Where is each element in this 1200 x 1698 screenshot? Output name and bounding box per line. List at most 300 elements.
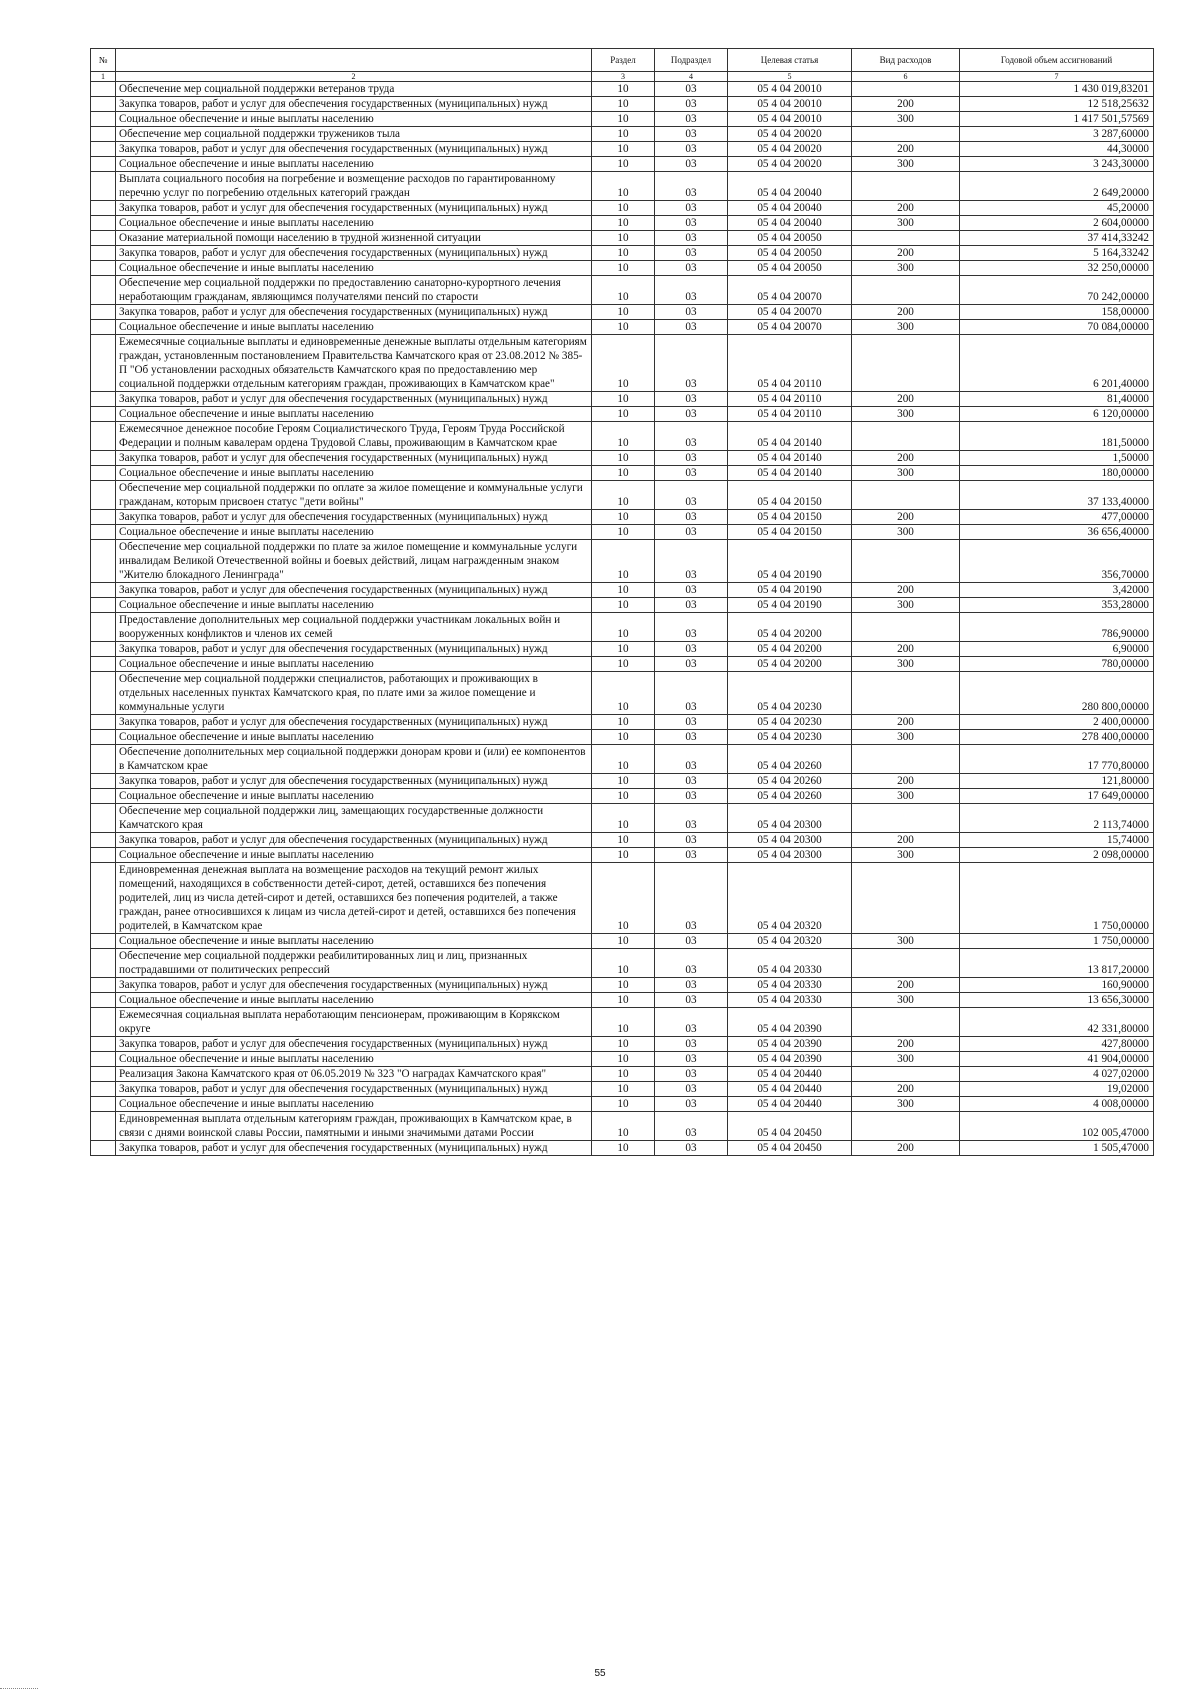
row-celevaya-statya: 05 4 04 20450	[728, 1141, 852, 1156]
row-name: Предоставление дополнительных мер социальной поддержки участникам локальных войн и вооруженных конфликтов и членов их семей	[116, 613, 592, 642]
row-podrazdel: 03	[655, 949, 728, 978]
column-index: 2	[116, 72, 592, 82]
row-podrazdel: 03	[655, 789, 728, 804]
row-celevaya-statya: 05 4 04 20140	[728, 451, 852, 466]
row-vid-rashodov: 200	[852, 305, 960, 320]
column-index: 4	[655, 72, 728, 82]
row-vid-rashodov: 300	[852, 1052, 960, 1067]
row-razdel: 10	[592, 1067, 655, 1082]
row-celevaya-statya: 05 4 04 20140	[728, 466, 852, 481]
row-podrazdel: 03	[655, 451, 728, 466]
row-razdel: 10	[592, 231, 655, 246]
row-vid-rashodov	[852, 540, 960, 583]
table-row	[91, 993, 1154, 1008]
table-row	[91, 392, 1154, 407]
row-num	[91, 804, 116, 833]
row-vid-rashodov	[852, 804, 960, 833]
row-godovoy-obem: 2 400,00000	[960, 715, 1154, 730]
row-razdel: 10	[592, 172, 655, 201]
table-row	[91, 598, 1154, 613]
row-name: Закупка товаров, работ и услуг для обеспечения государственных (муниципальных) нужд	[116, 510, 592, 525]
table-row	[91, 82, 1154, 97]
row-podrazdel: 03	[655, 863, 728, 934]
row-num	[91, 231, 116, 246]
row-razdel: 10	[592, 978, 655, 993]
row-podrazdel: 03	[655, 231, 728, 246]
row-name: Обеспечение мер социальной поддержки реабилитированных лиц и лиц, признанных пострадавшими от политических репрессий	[116, 949, 592, 978]
row-podrazdel: 03	[655, 1008, 728, 1037]
row-podrazdel: 03	[655, 157, 728, 172]
row-name: Закупка товаров, работ и услуг для обеспечения государственных (муниципальных) нужд	[116, 583, 592, 598]
row-num	[91, 672, 116, 715]
row-num	[91, 1052, 116, 1067]
row-vid-rashodov	[852, 745, 960, 774]
table-row	[91, 216, 1154, 231]
column-index: 1	[91, 72, 116, 82]
table-row	[91, 97, 1154, 112]
row-num	[91, 848, 116, 863]
row-godovoy-obem: 37 414,33242	[960, 231, 1154, 246]
row-num	[91, 201, 116, 216]
row-vid-rashodov: 300	[852, 407, 960, 422]
row-godovoy-obem: 2 098,00000	[960, 848, 1154, 863]
row-name: Закупка товаров, работ и услуг для обеспечения государственных (муниципальных) нужд	[116, 451, 592, 466]
row-podrazdel: 03	[655, 510, 728, 525]
row-celevaya-statya: 05 4 04 20440	[728, 1082, 852, 1097]
row-godovoy-obem: 32 250,00000	[960, 261, 1154, 276]
row-godovoy-obem: 1 750,00000	[960, 863, 1154, 934]
table-row	[91, 1097, 1154, 1112]
table-row	[91, 715, 1154, 730]
row-vid-rashodov: 200	[852, 715, 960, 730]
row-celevaya-statya: 05 4 04 20200	[728, 613, 852, 642]
table-row	[91, 848, 1154, 863]
column-index: 3	[592, 72, 655, 82]
row-celevaya-statya: 05 4 04 20200	[728, 642, 852, 657]
row-name: Обеспечение мер социальной поддержки по плате за жилое помещение и коммунальные услуги инвалидам Великой Отечественной войны и боевых действий, лицам награжденным знаком "Жителю блокадного Ленинграда"	[116, 540, 592, 583]
table-row	[91, 1037, 1154, 1052]
row-godovoy-obem: 5 164,33242	[960, 246, 1154, 261]
row-razdel: 10	[592, 142, 655, 157]
row-celevaya-statya: 05 4 04 20330	[728, 993, 852, 1008]
row-vid-rashodov: 300	[852, 1097, 960, 1112]
row-name: Закупка товаров, работ и услуг для обеспечения государственных (муниципальных) нужд	[116, 978, 592, 993]
row-podrazdel: 03	[655, 1082, 728, 1097]
row-razdel: 10	[592, 934, 655, 949]
row-celevaya-statya: 05 4 04 20260	[728, 789, 852, 804]
row-godovoy-obem: 17 770,80000	[960, 745, 1154, 774]
row-podrazdel: 03	[655, 82, 728, 97]
row-godovoy-obem: 42 331,80000	[960, 1008, 1154, 1037]
row-razdel: 10	[592, 392, 655, 407]
row-vid-rashodov: 300	[852, 112, 960, 127]
row-celevaya-statya: 05 4 04 20320	[728, 934, 852, 949]
row-num	[91, 216, 116, 231]
row-godovoy-obem: 44,30000	[960, 142, 1154, 157]
row-razdel: 10	[592, 422, 655, 451]
table-row	[91, 422, 1154, 451]
row-name: Социальное обеспечение и иные выплаты населению	[116, 407, 592, 422]
row-podrazdel: 03	[655, 305, 728, 320]
row-celevaya-statya: 05 4 04 20390	[728, 1037, 852, 1052]
row-podrazdel: 03	[655, 392, 728, 407]
row-razdel: 10	[592, 730, 655, 745]
row-celevaya-statya: 05 4 04 20450	[728, 1112, 852, 1141]
row-num	[91, 82, 116, 97]
row-vid-rashodov: 200	[852, 510, 960, 525]
row-godovoy-obem: 12 518,25632	[960, 97, 1154, 112]
table-row	[91, 172, 1154, 201]
row-vid-rashodov: 200	[852, 978, 960, 993]
row-num	[91, 833, 116, 848]
row-name: Закупка товаров, работ и услуг для обеспечения государственных (муниципальных) нужд	[116, 392, 592, 407]
row-razdel: 10	[592, 1112, 655, 1141]
row-num	[91, 1037, 116, 1052]
row-celevaya-statya: 05 4 04 20050	[728, 261, 852, 276]
table-row	[91, 804, 1154, 833]
row-razdel: 10	[592, 305, 655, 320]
row-vid-rashodov: 300	[852, 993, 960, 1008]
row-godovoy-obem: 181,50000	[960, 422, 1154, 451]
row-num	[91, 598, 116, 613]
table-row	[91, 320, 1154, 335]
row-podrazdel: 03	[655, 466, 728, 481]
row-celevaya-statya: 05 4 04 20330	[728, 978, 852, 993]
row-celevaya-statya: 05 4 04 20020	[728, 127, 852, 142]
table-row	[91, 540, 1154, 583]
row-razdel: 10	[592, 82, 655, 97]
row-num	[91, 172, 116, 201]
row-godovoy-obem: 353,28000	[960, 598, 1154, 613]
row-razdel: 10	[592, 466, 655, 481]
row-num	[91, 993, 116, 1008]
row-name: Обеспечение дополнительных мер социальной поддержки донорам крови и (или) ее компонентов в Камчатском крае	[116, 745, 592, 774]
row-godovoy-obem: 1 505,47000	[960, 1141, 1154, 1156]
row-razdel: 10	[592, 583, 655, 598]
row-razdel: 10	[592, 863, 655, 934]
row-num	[91, 97, 116, 112]
row-name: Закупка товаров, работ и услуг для обеспечения государственных (муниципальных) нужд	[116, 142, 592, 157]
row-razdel: 10	[592, 672, 655, 715]
row-podrazdel: 03	[655, 276, 728, 305]
row-num	[91, 863, 116, 934]
row-godovoy-obem: 13 817,20000	[960, 949, 1154, 978]
table-row	[91, 730, 1154, 745]
row-name: Социальное обеспечение и иные выплаты населению	[116, 657, 592, 672]
row-razdel: 10	[592, 276, 655, 305]
row-num	[91, 1112, 116, 1141]
header-celevaya-statya: Целевая статья	[728, 49, 852, 72]
row-razdel: 10	[592, 1097, 655, 1112]
row-vid-rashodov: 200	[852, 1037, 960, 1052]
row-podrazdel: 03	[655, 715, 728, 730]
row-celevaya-statya: 05 4 04 20300	[728, 833, 852, 848]
row-name: Социальное обеспечение и иные выплаты населению	[116, 261, 592, 276]
table-row	[91, 261, 1154, 276]
row-name: Социальное обеспечение и иные выплаты населению	[116, 216, 592, 231]
row-celevaya-statya: 05 4 04 20020	[728, 142, 852, 157]
row-vid-rashodov: 200	[852, 451, 960, 466]
budget-table-sheet	[90, 48, 1153, 1156]
row-razdel: 10	[592, 97, 655, 112]
table-row	[91, 525, 1154, 540]
row-podrazdel: 03	[655, 540, 728, 583]
row-celevaya-statya: 05 4 04 20110	[728, 407, 852, 422]
row-num	[91, 261, 116, 276]
row-vid-rashodov	[852, 1008, 960, 1037]
row-godovoy-obem: 37 133,40000	[960, 481, 1154, 510]
row-godovoy-obem: 6 120,00000	[960, 407, 1154, 422]
row-name: Закупка товаров, работ и услуг для обеспечения государственных (муниципальных) нужд	[116, 774, 592, 789]
row-num	[91, 392, 116, 407]
row-vid-rashodov	[852, 82, 960, 97]
row-podrazdel: 03	[655, 774, 728, 789]
row-celevaya-statya: 05 4 04 20230	[728, 715, 852, 730]
row-podrazdel: 03	[655, 598, 728, 613]
row-name: Социальное обеспечение и иные выплаты населению	[116, 598, 592, 613]
row-vid-rashodov: 300	[852, 320, 960, 335]
row-name: Социальное обеспечение и иные выплаты населению	[116, 1097, 592, 1112]
row-celevaya-statya: 05 4 04 20110	[728, 335, 852, 392]
row-podrazdel: 03	[655, 804, 728, 833]
row-num	[91, 320, 116, 335]
row-godovoy-obem: 1 750,00000	[960, 934, 1154, 949]
row-name: Закупка товаров, работ и услуг для обеспечения государственных (муниципальных) нужд	[116, 305, 592, 320]
row-name: Ежемесячная социальная выплата неработающим пенсионерам, проживающим в Корякском округе	[116, 1008, 592, 1037]
column-index: 5	[728, 72, 852, 82]
row-razdel: 10	[592, 127, 655, 142]
header-row	[91, 49, 1154, 72]
row-name: Обеспечение мер социальной поддержки тружеников тыла	[116, 127, 592, 142]
row-godovoy-obem: 3 287,60000	[960, 127, 1154, 142]
row-razdel: 10	[592, 157, 655, 172]
row-godovoy-obem: 1,50000	[960, 451, 1154, 466]
row-podrazdel: 03	[655, 672, 728, 715]
row-podrazdel: 03	[655, 993, 728, 1008]
row-vid-rashodov	[852, 672, 960, 715]
row-vid-rashodov: 200	[852, 246, 960, 261]
row-razdel: 10	[592, 1141, 655, 1156]
row-num	[91, 127, 116, 142]
row-num	[91, 1067, 116, 1082]
row-num	[91, 466, 116, 481]
row-razdel: 10	[592, 1008, 655, 1037]
row-celevaya-statya: 05 4 04 20320	[728, 863, 852, 934]
row-celevaya-statya: 05 4 04 20260	[728, 745, 852, 774]
row-name: Закупка товаров, работ и услуг для обеспечения государственных (муниципальных) нужд	[116, 1082, 592, 1097]
row-godovoy-obem: 278 400,00000	[960, 730, 1154, 745]
table-row	[91, 1052, 1154, 1067]
row-razdel: 10	[592, 789, 655, 804]
row-name: Оказание материальной помощи населению в трудной жизненной ситуации	[116, 231, 592, 246]
row-razdel: 10	[592, 745, 655, 774]
row-podrazdel: 03	[655, 481, 728, 510]
row-name: Социальное обеспечение и иные выплаты населению	[116, 848, 592, 863]
table-row	[91, 833, 1154, 848]
table-row	[91, 231, 1154, 246]
row-godovoy-obem: 4 008,00000	[960, 1097, 1154, 1112]
table-row	[91, 451, 1154, 466]
table-row	[91, 466, 1154, 481]
column-index: 7	[960, 72, 1154, 82]
row-podrazdel: 03	[655, 1052, 728, 1067]
row-vid-rashodov: 200	[852, 583, 960, 598]
row-godovoy-obem: 15,74000	[960, 833, 1154, 848]
row-vid-rashodov: 200	[852, 1141, 960, 1156]
table-row	[91, 1067, 1154, 1082]
row-num	[91, 1141, 116, 1156]
row-num	[91, 1082, 116, 1097]
row-vid-rashodov: 300	[852, 525, 960, 540]
row-num	[91, 745, 116, 774]
row-razdel: 10	[592, 112, 655, 127]
row-celevaya-statya: 05 4 04 20050	[728, 231, 852, 246]
row-celevaya-statya: 05 4 04 20040	[728, 216, 852, 231]
row-num	[91, 730, 116, 745]
table-row	[91, 745, 1154, 774]
row-num	[91, 157, 116, 172]
table-row	[91, 583, 1154, 598]
row-num	[91, 510, 116, 525]
row-vid-rashodov: 200	[852, 201, 960, 216]
row-razdel: 10	[592, 642, 655, 657]
row-vid-rashodov: 300	[852, 466, 960, 481]
row-podrazdel: 03	[655, 201, 728, 216]
row-num	[91, 642, 116, 657]
row-razdel: 10	[592, 715, 655, 730]
table-row	[91, 1141, 1154, 1156]
row-razdel: 10	[592, 657, 655, 672]
table-row	[91, 774, 1154, 789]
row-vid-rashodov: 300	[852, 216, 960, 231]
row-celevaya-statya: 05 4 04 20190	[728, 540, 852, 583]
row-godovoy-obem: 2 604,00000	[960, 216, 1154, 231]
row-name: Закупка товаров, работ и услуг для обеспечения государственных (муниципальных) нужд	[116, 715, 592, 730]
column-index-row	[91, 72, 1154, 82]
header-num: №	[91, 49, 116, 72]
table-row	[91, 613, 1154, 642]
row-podrazdel: 03	[655, 978, 728, 993]
row-podrazdel: 03	[655, 216, 728, 231]
scan-edge-mark	[0, 1688, 38, 1692]
row-godovoy-obem: 160,90000	[960, 978, 1154, 993]
row-razdel: 10	[592, 216, 655, 231]
row-razdel: 10	[592, 1082, 655, 1097]
table-row	[91, 510, 1154, 525]
row-godovoy-obem: 780,00000	[960, 657, 1154, 672]
row-num	[91, 657, 116, 672]
row-razdel: 10	[592, 335, 655, 392]
row-podrazdel: 03	[655, 1112, 728, 1141]
row-godovoy-obem: 427,80000	[960, 1037, 1154, 1052]
header-razdel: Раздел	[592, 49, 655, 72]
row-vid-rashodov	[852, 422, 960, 451]
header-vid-rashodov: Вид расходов	[852, 49, 960, 72]
row-godovoy-obem: 19,02000	[960, 1082, 1154, 1097]
row-podrazdel: 03	[655, 642, 728, 657]
row-razdel: 10	[592, 774, 655, 789]
row-godovoy-obem: 3 243,30000	[960, 157, 1154, 172]
row-name: Социальное обеспечение и иные выплаты населению	[116, 157, 592, 172]
row-podrazdel: 03	[655, 745, 728, 774]
row-razdel: 10	[592, 833, 655, 848]
row-godovoy-obem: 102 005,47000	[960, 1112, 1154, 1141]
row-podrazdel: 03	[655, 142, 728, 157]
row-num	[91, 422, 116, 451]
row-godovoy-obem: 13 656,30000	[960, 993, 1154, 1008]
row-name: Реализация Закона Камчатского края от 06.05.2019 № 323 "О наградах Камчатского края"	[116, 1067, 592, 1082]
row-podrazdel: 03	[655, 934, 728, 949]
row-celevaya-statya: 05 4 04 20300	[728, 848, 852, 863]
row-vid-rashodov: 200	[852, 833, 960, 848]
row-name: Закупка товаров, работ и услуг для обеспечения государственных (муниципальных) нужд	[116, 833, 592, 848]
row-num	[91, 789, 116, 804]
row-name: Социальное обеспечение и иные выплаты населению	[116, 934, 592, 949]
row-num	[91, 934, 116, 949]
row-num	[91, 774, 116, 789]
row-name: Обеспечение мер социальной поддержки ветеранов труда	[116, 82, 592, 97]
table-row	[91, 481, 1154, 510]
table-row	[91, 1082, 1154, 1097]
table-row	[91, 335, 1154, 392]
row-podrazdel: 03	[655, 613, 728, 642]
row-celevaya-statya: 05 4 04 20040	[728, 172, 852, 201]
row-vid-rashodov	[852, 949, 960, 978]
row-razdel: 10	[592, 510, 655, 525]
row-name: Закупка товаров, работ и услуг для обеспечения государственных (муниципальных) нужд	[116, 97, 592, 112]
row-name: Обеспечение мер социальной поддержки специалистов, работающих и проживающих в отдельных населенных пунктах Камчатского края, по плате ими за жилое помещение и коммунальные услуги	[116, 672, 592, 715]
row-name: Закупка товаров, работ и услуг для обеспечения государственных (муниципальных) нужд	[116, 1141, 592, 1156]
row-vid-rashodov: 300	[852, 789, 960, 804]
table-row	[91, 201, 1154, 216]
row-vid-rashodov: 200	[852, 97, 960, 112]
row-vid-rashodov	[852, 1112, 960, 1141]
row-godovoy-obem: 6 201,40000	[960, 335, 1154, 392]
row-celevaya-statya: 05 4 04 20010	[728, 112, 852, 127]
row-name: Ежемесячное денежное пособие Героям Социалистического Труда, Героям Труда Российской Федерации и полным кавалерам ордена Трудовой Славы, проживающим в Камчатском крае	[116, 422, 592, 451]
row-num	[91, 246, 116, 261]
row-celevaya-statya: 05 4 04 20040	[728, 201, 852, 216]
row-name: Социальное обеспечение и иные выплаты населению	[116, 1052, 592, 1067]
row-podrazdel: 03	[655, 407, 728, 422]
row-celevaya-statya: 05 4 04 20300	[728, 804, 852, 833]
row-celevaya-statya: 05 4 04 20390	[728, 1052, 852, 1067]
row-podrazdel: 03	[655, 172, 728, 201]
row-vid-rashodov: 200	[852, 392, 960, 407]
row-celevaya-statya: 05 4 04 20200	[728, 657, 852, 672]
row-godovoy-obem: 70 084,00000	[960, 320, 1154, 335]
row-podrazdel: 03	[655, 1037, 728, 1052]
row-razdel: 10	[592, 320, 655, 335]
row-razdel: 10	[592, 540, 655, 583]
row-celevaya-statya: 05 4 04 20020	[728, 157, 852, 172]
row-godovoy-obem: 2 113,74000	[960, 804, 1154, 833]
table-row	[91, 157, 1154, 172]
row-name: Выплата социального пособия на погребение и возмещение расходов по гарантированному перечню услуг по погребению отдельных категорий граждан	[116, 172, 592, 201]
row-podrazdel: 03	[655, 525, 728, 540]
row-celevaya-statya: 05 4 04 20190	[728, 598, 852, 613]
row-godovoy-obem: 45,20000	[960, 201, 1154, 216]
row-vid-rashodov: 200	[852, 1082, 960, 1097]
row-celevaya-statya: 05 4 04 20440	[728, 1067, 852, 1082]
row-podrazdel: 03	[655, 848, 728, 863]
row-godovoy-obem: 786,90000	[960, 613, 1154, 642]
row-num	[91, 112, 116, 127]
row-num	[91, 583, 116, 598]
row-celevaya-statya: 05 4 04 20230	[728, 730, 852, 745]
row-vid-rashodov: 300	[852, 657, 960, 672]
row-num	[91, 407, 116, 422]
